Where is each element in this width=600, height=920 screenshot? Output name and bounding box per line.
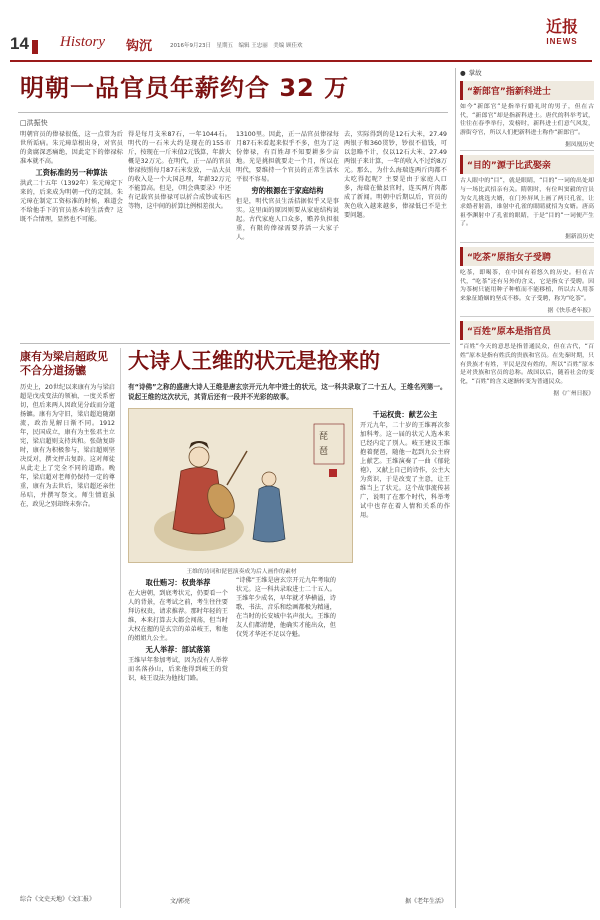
sidebar-item-title: “新郎官”指新科进士 [460, 81, 594, 100]
article-divider [20, 343, 450, 344]
article1-column-1 [20, 130, 123, 340]
bullet-icon: ● [460, 68, 466, 77]
article2-source: 综合《文史天地》《文汇报》 [20, 896, 96, 903]
sidebar-item-text: 如今“新郎官”是指举行婚礼时的男子，但在古代，“新郎官”却是指新科进士。唐代的科举考试，往往在春季举行，发榜时，新科进士们意气风发，游街夸官，所以人们把新科进士称作“新郎官”。 [460, 104, 594, 136]
article1-subheading: 穷的根源在于家庭结构 [251, 186, 324, 195]
sidebar-item-text: 古人眼中的“目”，就是眼睛，“目的”一词的出处却与一场比武招亲有关。隋朝时，有位叫窦毅的官员为女儿挑选夫婿，在门外屏风上画了两只孔雀，让求婚者射箭，谁射中孔雀的眼睛就招为女婿。唐高祖李渊射中了孔雀的眼睛，于是“目的”一词便产生了。 [460, 178, 594, 228]
painting-illustration-icon [129, 409, 353, 563]
sidebar-item-title: “百姓”原本是指官员 [460, 321, 594, 340]
sidebar-item-title: “目的”源于比武娶亲 [460, 155, 594, 174]
article3-column-3 [360, 408, 450, 894]
sidebar-item-source: 据《快乐老年报》 [547, 308, 594, 315]
sidebar-item-text: 吃茶，即喝茶，在中国有着悠久的历史。但在古代，“吃茶”还有另外的含义，它是指女子受聘。因为茶树只能用种子种植而不能移植，所以古人用茶来象征婚姻的坚贞不移。女子受聘，称为“吃茶”。 [460, 269, 594, 302]
article1-paragraph: 但是，明代官员生活拮据似乎又是事实。这里面的原因则要从家庭结构说起。古代家庭人口众多，赡养负担很重，有限的俸禄需要养活一大家子人。 [236, 198, 339, 241]
article1-subheading: 工资标准的另一种算法 [35, 168, 108, 177]
article3-paragraph: 在大唐朝，到底考状元，仍要看一个人的背景，在考试之前，考生往往要拜访权贵，请求推荐。那时年轻的王维，本来打算去大都会闯荡，但当时大权在握的是玄宗的弟弟岐王，和他的姐姐九公主。 [128, 590, 228, 642]
article3-subheading: 无人举荐：部试落第 [145, 645, 211, 654]
article3-lead: 有“诗佛”之称的盛唐大诗人王维是唐玄宗开元九年中进士的状元，这一科共录取了二十五人，王维名列第一。说起王维的这次状元，其背后还有一段并不光彩的故事。 [128, 383, 447, 401]
page-number: 14 [10, 34, 29, 53]
sidebar-label-text: 掌故 [468, 69, 482, 77]
article1-paragraph: 去，实际得到的是12石大米，27.49两银子和360贯钞，钞很不值钱，可以忽略不计，仅以12石大米、27.49两银子来计算，一年的收入不过约8万元。那么，为什么海瑞连两斤肉都不太吃得起呢？主要是由于家庭人口多，海瑞在做县官时，连买两斤肉都成了新闻。明朝中后期以后，官员的灰色收入越来越多，俸禄低已不是主要问题。 [344, 131, 447, 219]
sidebar-item-source: 据凤凰历史 [565, 142, 594, 149]
column-divider [120, 348, 121, 908]
brand-name-cn: 近报 [545, 17, 578, 36]
svg-text:琶: 琶 [319, 447, 329, 457]
brand-logo [532, 14, 592, 58]
sidebar-label [460, 68, 594, 77]
title-divider [18, 112, 448, 113]
sidebar-item-text: “百姓”今天的意思是指普通民众，但在古代，“百姓”原本是指有姓氏的贵族和官员。在先秦时期，只有贵族才有姓，平民是没有姓的，所以“百姓”原本是对贵族和官员的总称。战国以后，随着社会的变化，“百姓”的含义逐渐转变为普通民众。 [460, 344, 594, 385]
article2-title: 康有为梁启超政见不合分道扬镳 [20, 350, 108, 377]
sidebar-divider [460, 316, 594, 317]
sidebar-anecdotes [460, 68, 594, 908]
sidebar-item-title: “吃茶”原指女子受聘 [460, 247, 594, 266]
sidebar-item-source: 据新浪历史 [565, 233, 594, 240]
article1-paragraph: 洪武二十五年（1392年）朱元璋定下来的，后来成为明朝一代的定制。朱元璋在制定工资标准的时候，难道会不给他手下的官员基本的生活费？这既不合情理，显然也不可能。 [20, 180, 123, 223]
page-header [0, 0, 600, 62]
article3-subheading: 取仕贿习：权贵举荐 [145, 578, 211, 587]
sidebar-divider [460, 150, 594, 151]
article1-paragraph: 得是每月支米87石，一年1044石。明代的一石米大约是现在的155市斤，按现在一斤米值2元钱算，年薪大概是32万元。在明代，正一品的官员俸禄按照每月87石米发放，一品大员的收入是一个大国总理，年薪32万元不能算高。但是，《明会典要录》中还有记载官员俸禄可以折合成钞或布匹等物，这中间的折算比例相差很大。 [128, 131, 231, 210]
article3-source: 据《老年生活》 [405, 898, 448, 905]
article2-body: 历史上，20世纪以来康有为与梁启超是戊戌变法的领袖，一度关系密切，但后来两人因政见分歧而分道扬镳。康有为守旧，梁启超追随潮流，政治见解日渐不同。1912年，民国成立，康有为主张君主立宪，梁启超则支持共和。张勋复辟时，康有为积极参与，梁启超则坚决反对，撰文抨击复辟。这对师徒从此走上了完全不同的道路。晚年，梁启超对老师仍保持一定的尊重，康有为去世后，梁启超还亲往吊唁，并撰写祭文。师生情谊虽在，政见之别却终未弥合。 [20, 384, 115, 508]
article1-column-4 [344, 130, 447, 340]
issue-info: 2016年9月23日 星期五 编辑 王忠丽 美编 顾佳欢 [170, 43, 303, 49]
article1-author: □洪振快 [20, 119, 48, 127]
wang-wei-painting [128, 408, 353, 563]
article3-subheading: 千运权贵：献艺公主 [372, 410, 438, 419]
article1-title: 明朝一品官员年薪约合 32 万 [20, 74, 350, 102]
svg-text:琵: 琵 [319, 432, 329, 442]
article1-column-2 [128, 130, 231, 340]
article3-column-2 [236, 576, 336, 894]
article1-paragraph: 13100里。因此，正一品官员俸禄每月87石米看起来似乎不多，但为了这份俸禄，有百姓却不知要耕多少亩地。光是挑担就要走一个月，所以在明代，要维持一个官员的正常生活水平很不容易。 [236, 131, 339, 183]
article3-paragraph: 王维早年参加考试，因为没有人举荐而名落孙山，后来他得到岐王的赏识，岐王设法为他找门路。 [128, 657, 228, 682]
image-caption: 王维的诗词和琵琶演奏成为后人画作的素材 [186, 569, 297, 575]
header-rule [10, 60, 592, 62]
section-title-cn: 钩沉 [126, 39, 153, 54]
article3-paragraph: 开元九年，二十岁的王维再次参加科考。这一届的状元人选本来已经内定了别人。岐王建议王维抱着琵琶，随他一起到九公主府上献艺。王维演奏了一曲《郁轮袍》，又献上自己的诗作，公主大为赏识，于是改变了主意，让王维当上了状元。这个故事流传甚广，说明了在那个时代，科举考试中也存在着人情和关系的作用。 [360, 422, 450, 519]
sidebar-divider [455, 68, 456, 908]
brand-name-en: INEWS [546, 37, 578, 46]
sidebar-divider [460, 242, 594, 243]
article3-title: 大诗人王维的状元是抢来的 [128, 349, 380, 373]
article1-paragraph: 明朝官员的俸禄很低，这一点常为后世所诟病。朱元璋草根出身，对官员的贪腐深恶痛绝，因此定下的俸禄标准本就不高。 [20, 131, 123, 165]
section-title-en: History [60, 34, 105, 50]
article3-paragraph: “诗佛”王维是唐玄宗开元九年考取的状元。这一科共录取进士二十五人。王维年少成名，早年就才华横溢，诗歌、书法、音乐和绘画都极为精通，在当时的长安城中名声很大。王维的友人们都清楚，他确实才能出众，但仅凭才华还不足以夺魁。 [236, 577, 336, 638]
article3-author: 文/郭亮 [170, 898, 191, 905]
article1-column-3 [236, 130, 339, 340]
sidebar-item-source: 据《广州日报》 [553, 391, 594, 398]
section-marker [32, 40, 38, 54]
article3-column-1 [128, 576, 228, 894]
